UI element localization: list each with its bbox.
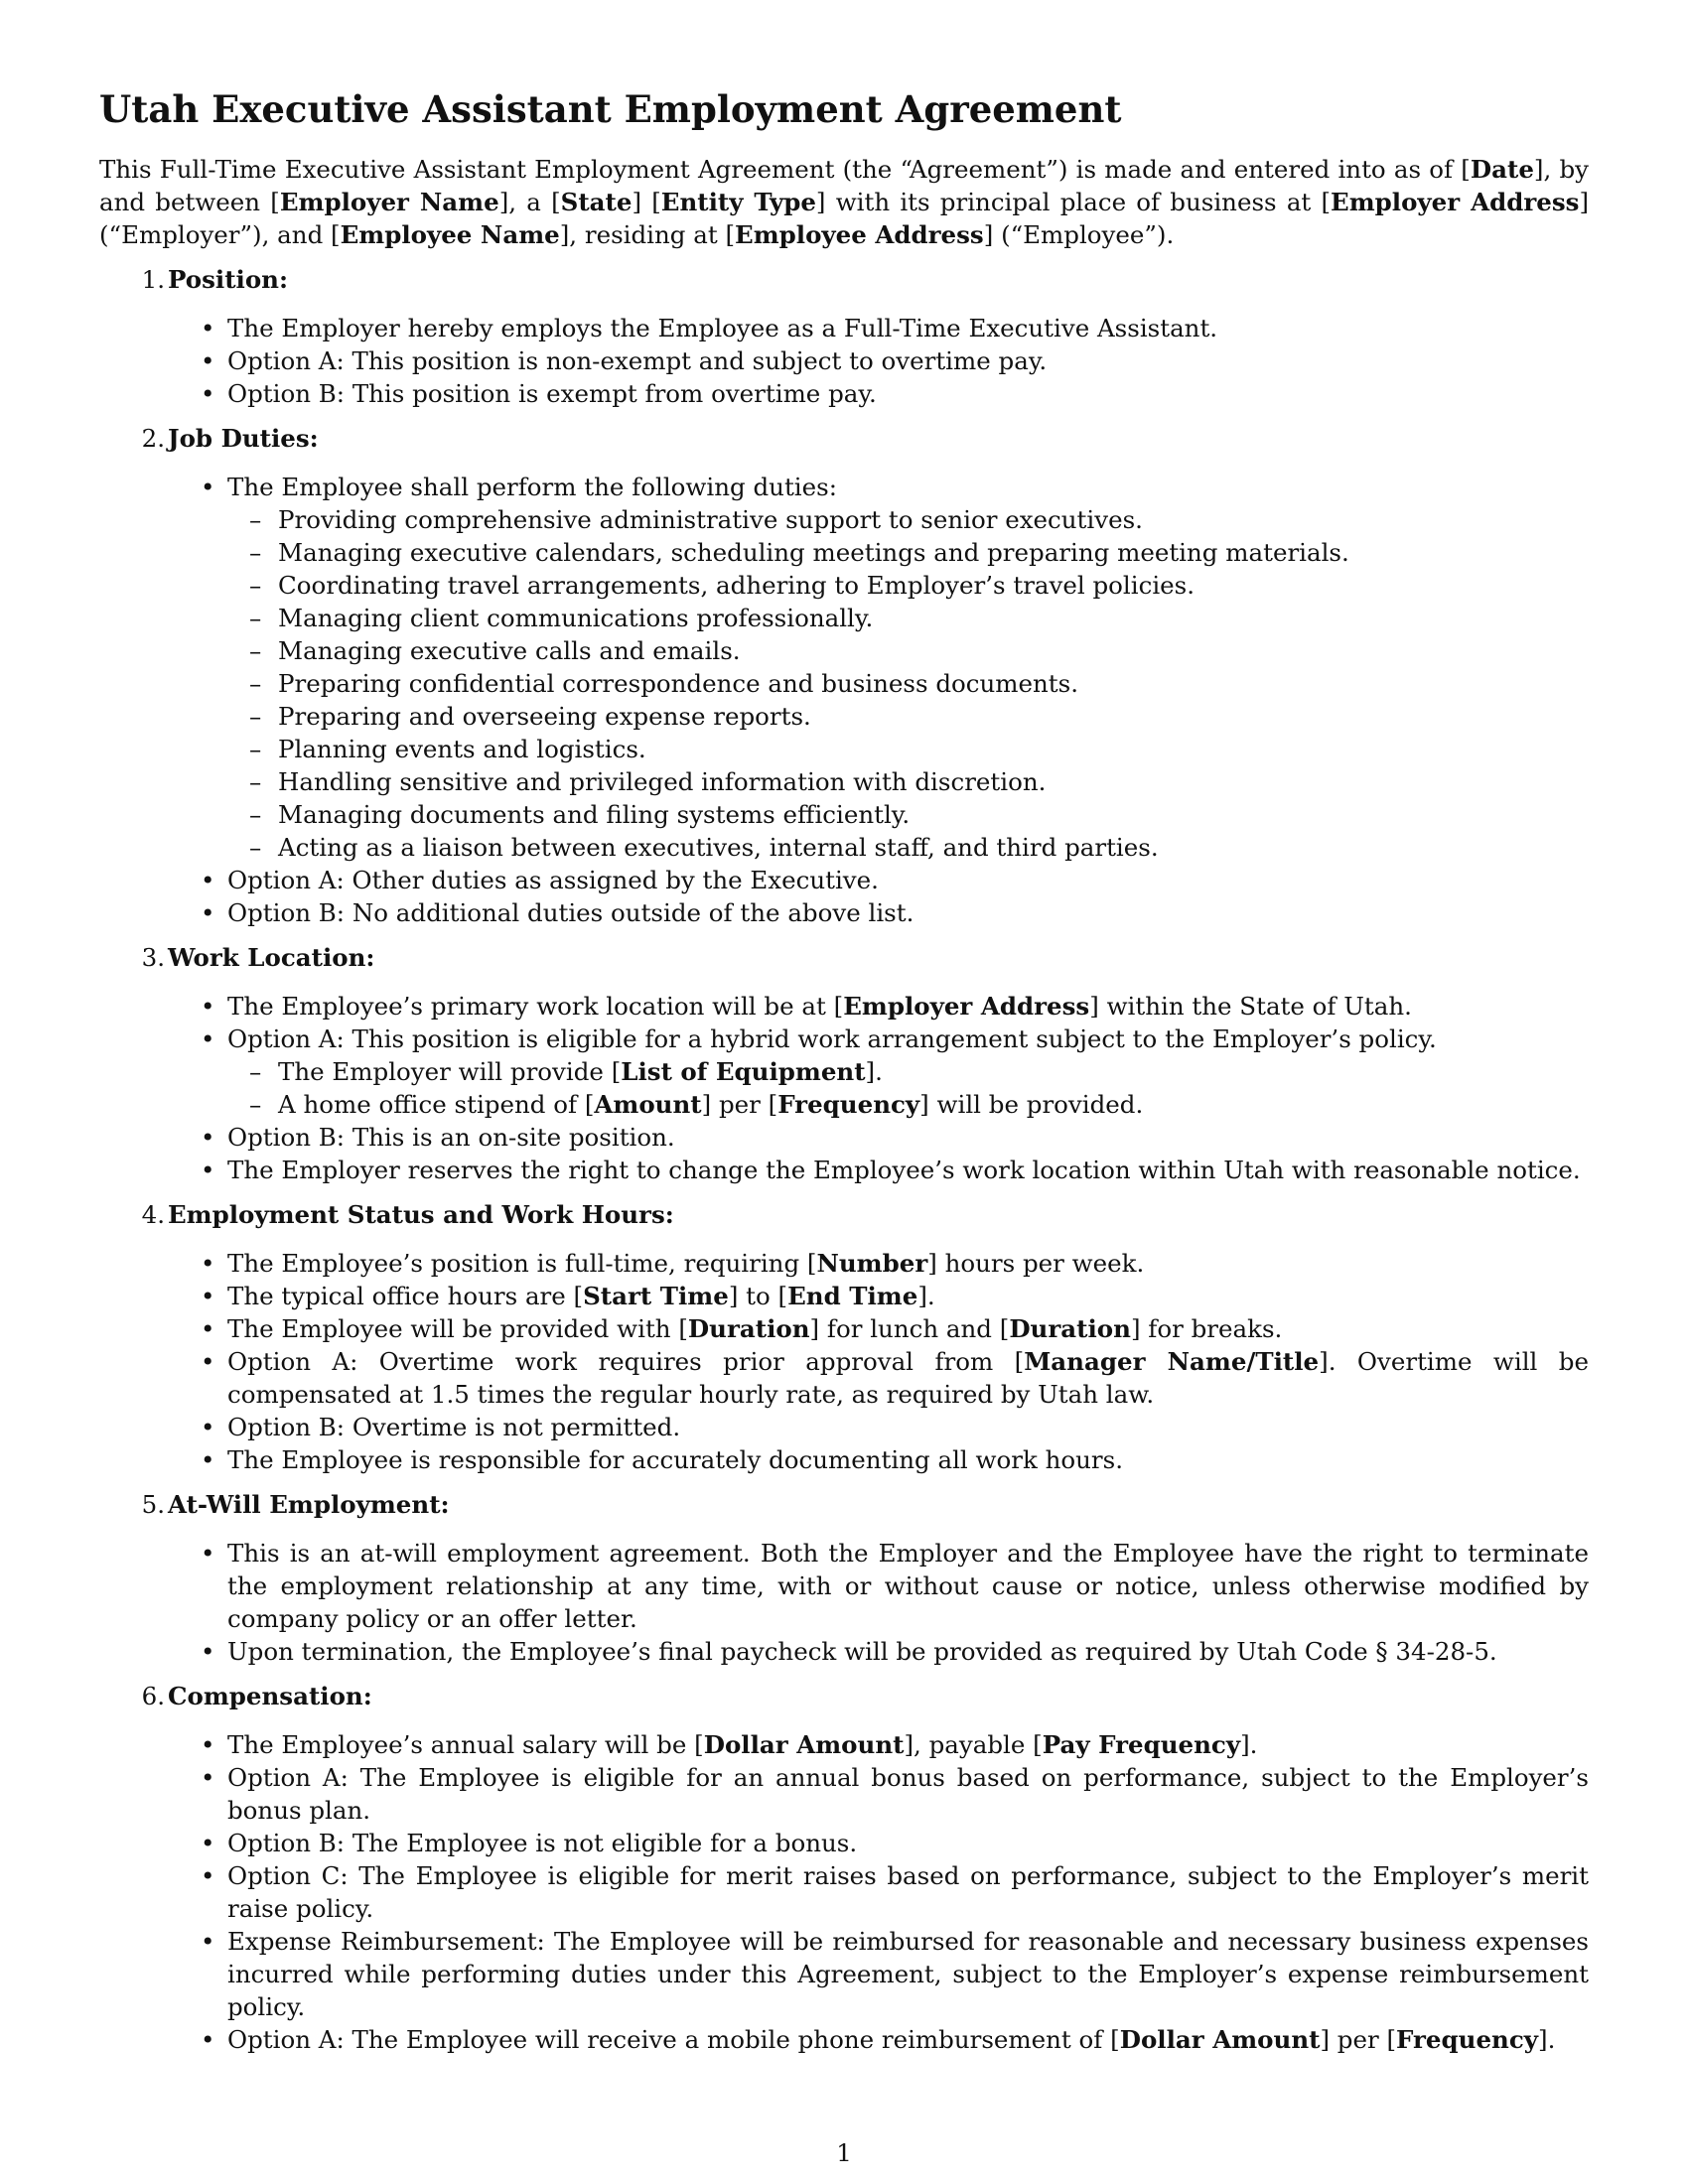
text-run: ]. [1240, 1730, 1258, 1759]
text-run: ] for breaks. [1130, 1314, 1283, 1343]
sub-item [227, 634, 1589, 667]
bullet-text [227, 2025, 1555, 2054]
placeholder-field: Frequency [777, 1090, 920, 1119]
section-title: Compensation: [168, 1682, 372, 1710]
section-list [99, 263, 1589, 2056]
text-run: ] for lunch and [ [809, 1314, 1010, 1343]
section-number: 6. [141, 1682, 165, 1710]
text-run: Providing comprehensive administrative support to senior executives. [278, 505, 1143, 534]
text-run: The Employee shall perform the following duties: [227, 473, 837, 501]
bullet-item [168, 471, 1589, 864]
bullet-item [168, 1345, 1589, 1411]
text-run: Managing executive calls and emails. [278, 636, 741, 665]
bullet-icon: • [201, 346, 215, 375]
bullet-text [227, 473, 837, 501]
bullet-text [227, 1763, 1589, 1825]
text-run: Managing executive calendars, scheduling meetings and preparing meeting materials. [278, 538, 1349, 567]
placeholder-field: Date [1470, 155, 1534, 184]
text-run: ], payable [ [904, 1730, 1043, 1759]
text-run: Managing client communications professionally. [278, 604, 874, 632]
text-run: ] (“Employee”). [983, 220, 1175, 249]
bullet-icon: • [201, 866, 215, 894]
text-run: ] hours per week. [927, 1249, 1145, 1278]
bullet-item [168, 1411, 1589, 1443]
sub-item-text [278, 636, 741, 665]
text-run: ], by and between [ [99, 155, 1589, 216]
bullet-text [227, 1024, 1437, 1053]
bullet-item [168, 1312, 1589, 1345]
text-run: Option A: This position is non-exempt and subject to overtime pay. [227, 346, 1048, 375]
text-run: ] (“Employer”), and [ [99, 188, 1590, 249]
bullet-icon: • [201, 1314, 215, 1343]
bullet-list [168, 1247, 1589, 1476]
text-run: The Employer will provide [ [278, 1057, 622, 1086]
bullet-item [168, 312, 1589, 344]
sub-item [227, 831, 1589, 864]
placeholder-field: Entity Type [660, 188, 816, 216]
placeholder-field: Start Time [583, 1282, 729, 1310]
dash-icon: – [249, 636, 262, 665]
placeholder-field: Duration [687, 1314, 810, 1343]
bullet-list [168, 471, 1589, 929]
bullet-text [227, 1156, 1581, 1184]
placeholder-field: Pay Frequency [1042, 1730, 1241, 1759]
sub-item [227, 536, 1589, 569]
bullet-icon: • [201, 1347, 215, 1376]
bullet-item [168, 1635, 1589, 1668]
text-run: Option B: This is an on-site position. [227, 1123, 675, 1152]
dash-icon: – [249, 1090, 262, 1119]
placeholder-field: Dollar Amount [703, 1730, 905, 1759]
sub-list [227, 1055, 1589, 1121]
intro-paragraph [99, 153, 1589, 251]
text-run: The Employer hereby employs the Employee as a Full-Time Executive Assistant. [227, 314, 1218, 342]
bullet-item [168, 344, 1589, 377]
text-run: ]. [1538, 2025, 1556, 2054]
section-title: Position: [168, 265, 289, 294]
section-number: 3. [141, 943, 165, 972]
dash-icon: – [249, 505, 262, 534]
text-run: ] within the State of Utah. [1089, 992, 1412, 1021]
dash-icon: – [249, 1057, 262, 1086]
text-run: ] per [ [1320, 2025, 1397, 2054]
placeholder-field: Dollar Amount [1119, 2025, 1321, 2054]
text-run: Preparing and overseeing expense reports. [278, 702, 811, 731]
bullet-list [168, 1728, 1589, 2056]
bullet-item [168, 1925, 1589, 2023]
bullet-text [227, 1861, 1589, 1923]
section-number: 4. [141, 1200, 165, 1229]
bullet-item [168, 2023, 1589, 2056]
dash-icon: – [249, 669, 262, 698]
text-run: This is an at-will employment agreement. Both the Employer and the Employee have the right to terminate the employment relationship at any time, with or without cause or notice, unless otherwise modified by company policy or an offer letter. [227, 1539, 1589, 1633]
bullet-icon: • [201, 1249, 215, 1278]
bullet-text [227, 314, 1217, 342]
placeholder-field: Employer Address [843, 992, 1090, 1021]
bullet-text [227, 992, 1412, 1021]
placeholder-field: Employee Name [340, 220, 560, 249]
sub-item-text [278, 1090, 1143, 1119]
text-run: The Employee is responsible for accurately documenting all work hours. [227, 1445, 1123, 1474]
sub-item-text [278, 702, 811, 731]
section-number: 1. [141, 265, 165, 294]
bullet-list [168, 990, 1589, 1186]
bullet-icon: • [201, 992, 215, 1021]
bullet-item [168, 1154, 1589, 1186]
bullet-icon: • [201, 1123, 215, 1152]
text-run: ], a [ [498, 188, 561, 216]
text-run: Option A: The Employee will receive a mobile phone reimbursement of [ [227, 2025, 1120, 2054]
bullet-item [168, 1247, 1589, 1280]
section-number: 5. [141, 1490, 165, 1519]
bullet-icon: • [201, 1413, 215, 1441]
bullet-text [227, 1123, 675, 1152]
text-run: Planning events and logistics. [278, 735, 646, 763]
document-title: Utah Executive Assistant Employment Agreement [99, 87, 1122, 131]
bullet-text [227, 1413, 680, 1441]
placeholder-field: Employee Address [735, 220, 984, 249]
text-run: Coordinating travel arrangements, adhering to Employer’s travel policies. [278, 571, 1196, 600]
bullet-icon: • [201, 1763, 215, 1792]
bullet-icon: • [201, 473, 215, 501]
dash-icon: – [249, 538, 262, 567]
bullet-item [168, 1859, 1589, 1925]
sub-item [227, 1055, 1589, 1088]
bullet-icon: • [201, 2025, 215, 2054]
text-run: ], residing at [ [559, 220, 736, 249]
text-run: Handling sensitive and privileged information with discretion. [278, 767, 1047, 796]
sub-item [227, 798, 1589, 831]
section-2 [99, 422, 1589, 929]
bullet-item [168, 1280, 1589, 1312]
section-3 [99, 941, 1589, 1186]
bullet-icon: • [201, 1637, 215, 1666]
text-run: The typical office hours are [ [227, 1282, 584, 1310]
bullet-item [168, 1761, 1589, 1827]
text-run: A home office stipend of [ [278, 1090, 595, 1119]
document-body [99, 85, 1589, 2068]
text-run: Option B: This position is exempt from overtime pay. [227, 379, 877, 408]
sub-item-text [278, 767, 1046, 796]
text-run: ]. [865, 1057, 883, 1086]
sub-item [227, 1088, 1589, 1121]
bullet-item [168, 990, 1589, 1023]
bullet-icon: • [201, 1282, 215, 1310]
bullet-text [227, 1445, 1123, 1474]
sub-item-text [278, 735, 646, 763]
bullet-item [168, 1827, 1589, 1859]
bullet-item [168, 1443, 1589, 1476]
bullet-text [227, 1637, 1497, 1666]
text-run: Option A: Overtime work requires prior approval from [ [227, 1347, 1025, 1376]
bullet-text [227, 1927, 1589, 2021]
section-title: Work Location: [168, 943, 375, 972]
bullet-text [227, 1249, 1144, 1278]
bullet-list [168, 1537, 1589, 1668]
bullet-text [227, 898, 914, 927]
bullet-text [227, 1347, 1589, 1409]
sub-item-text [278, 538, 1349, 567]
section-title: Employment Status and Work Hours: [168, 1200, 674, 1229]
sub-item-text [278, 505, 1143, 534]
bullet-icon: • [201, 379, 215, 408]
sub-item-text [278, 571, 1195, 600]
text-run: ] to [ [728, 1282, 788, 1310]
sub-item [227, 765, 1589, 798]
bullet-item [168, 1537, 1589, 1635]
text-run: Option B: No additional duties outside of the above list. [227, 898, 914, 927]
page-number: 1 [836, 2138, 852, 2167]
placeholder-field: End Time [787, 1282, 918, 1310]
bullet-item [168, 896, 1589, 929]
placeholder-field: Duration [1009, 1314, 1131, 1343]
sub-item-text [278, 1057, 883, 1086]
section-1 [99, 263, 1589, 410]
sub-item [227, 503, 1589, 536]
text-run: The Employee will be provided with [ [227, 1314, 688, 1343]
bullet-icon: • [201, 898, 215, 927]
placeholder-field: Frequency [1396, 2025, 1539, 2054]
bullet-icon: • [201, 1927, 215, 1956]
placeholder-field: Number [816, 1249, 928, 1278]
placeholder-field: List of Equipment [621, 1057, 866, 1086]
dash-icon: – [249, 604, 262, 632]
text-run: Option A: The Employee is eligible for an annual bonus based on performance, subject to the Employer’s bonus plan. [227, 1763, 1589, 1825]
text-run: Option A: Other duties as assigned by the Executive. [227, 866, 879, 894]
text-run: ] with its principal place of business at [ [815, 188, 1332, 216]
dash-icon: – [249, 571, 262, 600]
bullet-item [168, 377, 1589, 410]
section-6 [99, 1680, 1589, 2056]
sub-item [227, 569, 1589, 602]
dash-icon: – [249, 800, 262, 829]
placeholder-field: Employer Address [1331, 188, 1580, 216]
placeholder-field: Amount [594, 1090, 702, 1119]
bullet-icon: • [201, 1539, 215, 1568]
bullet-text [227, 866, 879, 894]
dash-icon: – [249, 702, 262, 731]
sub-item-text [278, 800, 910, 829]
sub-item-text [278, 669, 1078, 698]
text-run: The Employer reserves the right to change the Employee’s work location within Utah with reasonable notice. [227, 1156, 1581, 1184]
text-run: The Employee’s position is full-time, requiring [ [227, 1249, 817, 1278]
bullet-item [168, 864, 1589, 896]
sub-list [227, 503, 1589, 864]
section-number: 2. [141, 424, 165, 453]
sub-item [227, 733, 1589, 765]
bullet-icon: • [201, 1445, 215, 1474]
bullet-text [227, 346, 1047, 375]
bullet-icon: • [201, 1156, 215, 1184]
section-title: Job Duties: [168, 424, 319, 453]
placeholder-field: Manager Name/Title [1024, 1347, 1320, 1376]
text-run: Preparing confidential correspondence and business documents. [278, 669, 1078, 698]
bullet-text [227, 1730, 1257, 1759]
sub-item [227, 667, 1589, 700]
dash-icon: – [249, 735, 262, 763]
bullet-item [168, 1728, 1589, 1761]
section-title: At-Will Employment: [168, 1490, 450, 1519]
text-run: ] [ [632, 188, 661, 216]
bullet-item [168, 1023, 1589, 1121]
text-run: ]. Overtime will be compensated at 1.5 times the regular hourly rate, as required by Utah law. [227, 1347, 1589, 1409]
dash-icon: – [249, 833, 262, 862]
bullet-text [227, 1314, 1282, 1343]
bullet-list [168, 312, 1589, 410]
bullet-item [168, 1121, 1589, 1154]
sub-item-text [278, 833, 1159, 862]
text-run: ] will be provided. [919, 1090, 1144, 1119]
sub-item-text [278, 604, 873, 632]
placeholder-field: State [560, 188, 633, 216]
text-run: Upon termination, the Employee’s final paycheck will be provided as required by Utah Code § 34-28-5. [227, 1637, 1497, 1666]
sub-item [227, 602, 1589, 634]
text-run: ] per [ [701, 1090, 778, 1119]
bullet-text [227, 1282, 935, 1310]
sub-item [227, 700, 1589, 733]
text-run: Option B: The Employee is not eligible for a bonus. [227, 1829, 858, 1857]
dash-icon: – [249, 767, 262, 796]
bullet-icon: • [201, 1024, 215, 1053]
text-run: Acting as a liaison between executives, internal staff, and third parties. [278, 833, 1159, 862]
text-run: Option A: This position is eligible for a hybrid work arrangement subject to the Employer’s policy. [227, 1024, 1437, 1053]
placeholder-field: Employer Name [279, 188, 499, 216]
text-run: Option C: The Employee is eligible for merit raises based on performance, subject to the Employer’s merit raise policy. [227, 1861, 1589, 1923]
bullet-icon: • [201, 1829, 215, 1857]
section-4 [99, 1198, 1589, 1476]
bullet-icon: • [201, 1730, 215, 1759]
bullet-text [227, 1539, 1589, 1633]
bullet-text [227, 379, 877, 408]
bullet-icon: • [201, 1861, 215, 1890]
text-run: ]. [917, 1282, 935, 1310]
section-5 [99, 1488, 1589, 1668]
text-run: The Employee’s annual salary will be [ [227, 1730, 704, 1759]
text-run: Expense Reimbursement: The Employee will be reimbursed for reasonable and necessary business expenses incurred while performing duties under this Agreement, subject to the Employer’s expense reimbursement policy. [227, 1927, 1589, 2021]
bullet-icon: • [201, 314, 215, 342]
text-run: This Full-Time Executive Assistant Employment Agreement (the “Agreement”) is made and entered into as of [ [99, 155, 1471, 184]
text-run: The Employee’s primary work location will be at [ [227, 992, 844, 1021]
text-run: Managing documents and filing systems efficiently. [278, 800, 911, 829]
text-run: Option B: Overtime is not permitted. [227, 1413, 681, 1441]
bullet-text [227, 1829, 857, 1857]
